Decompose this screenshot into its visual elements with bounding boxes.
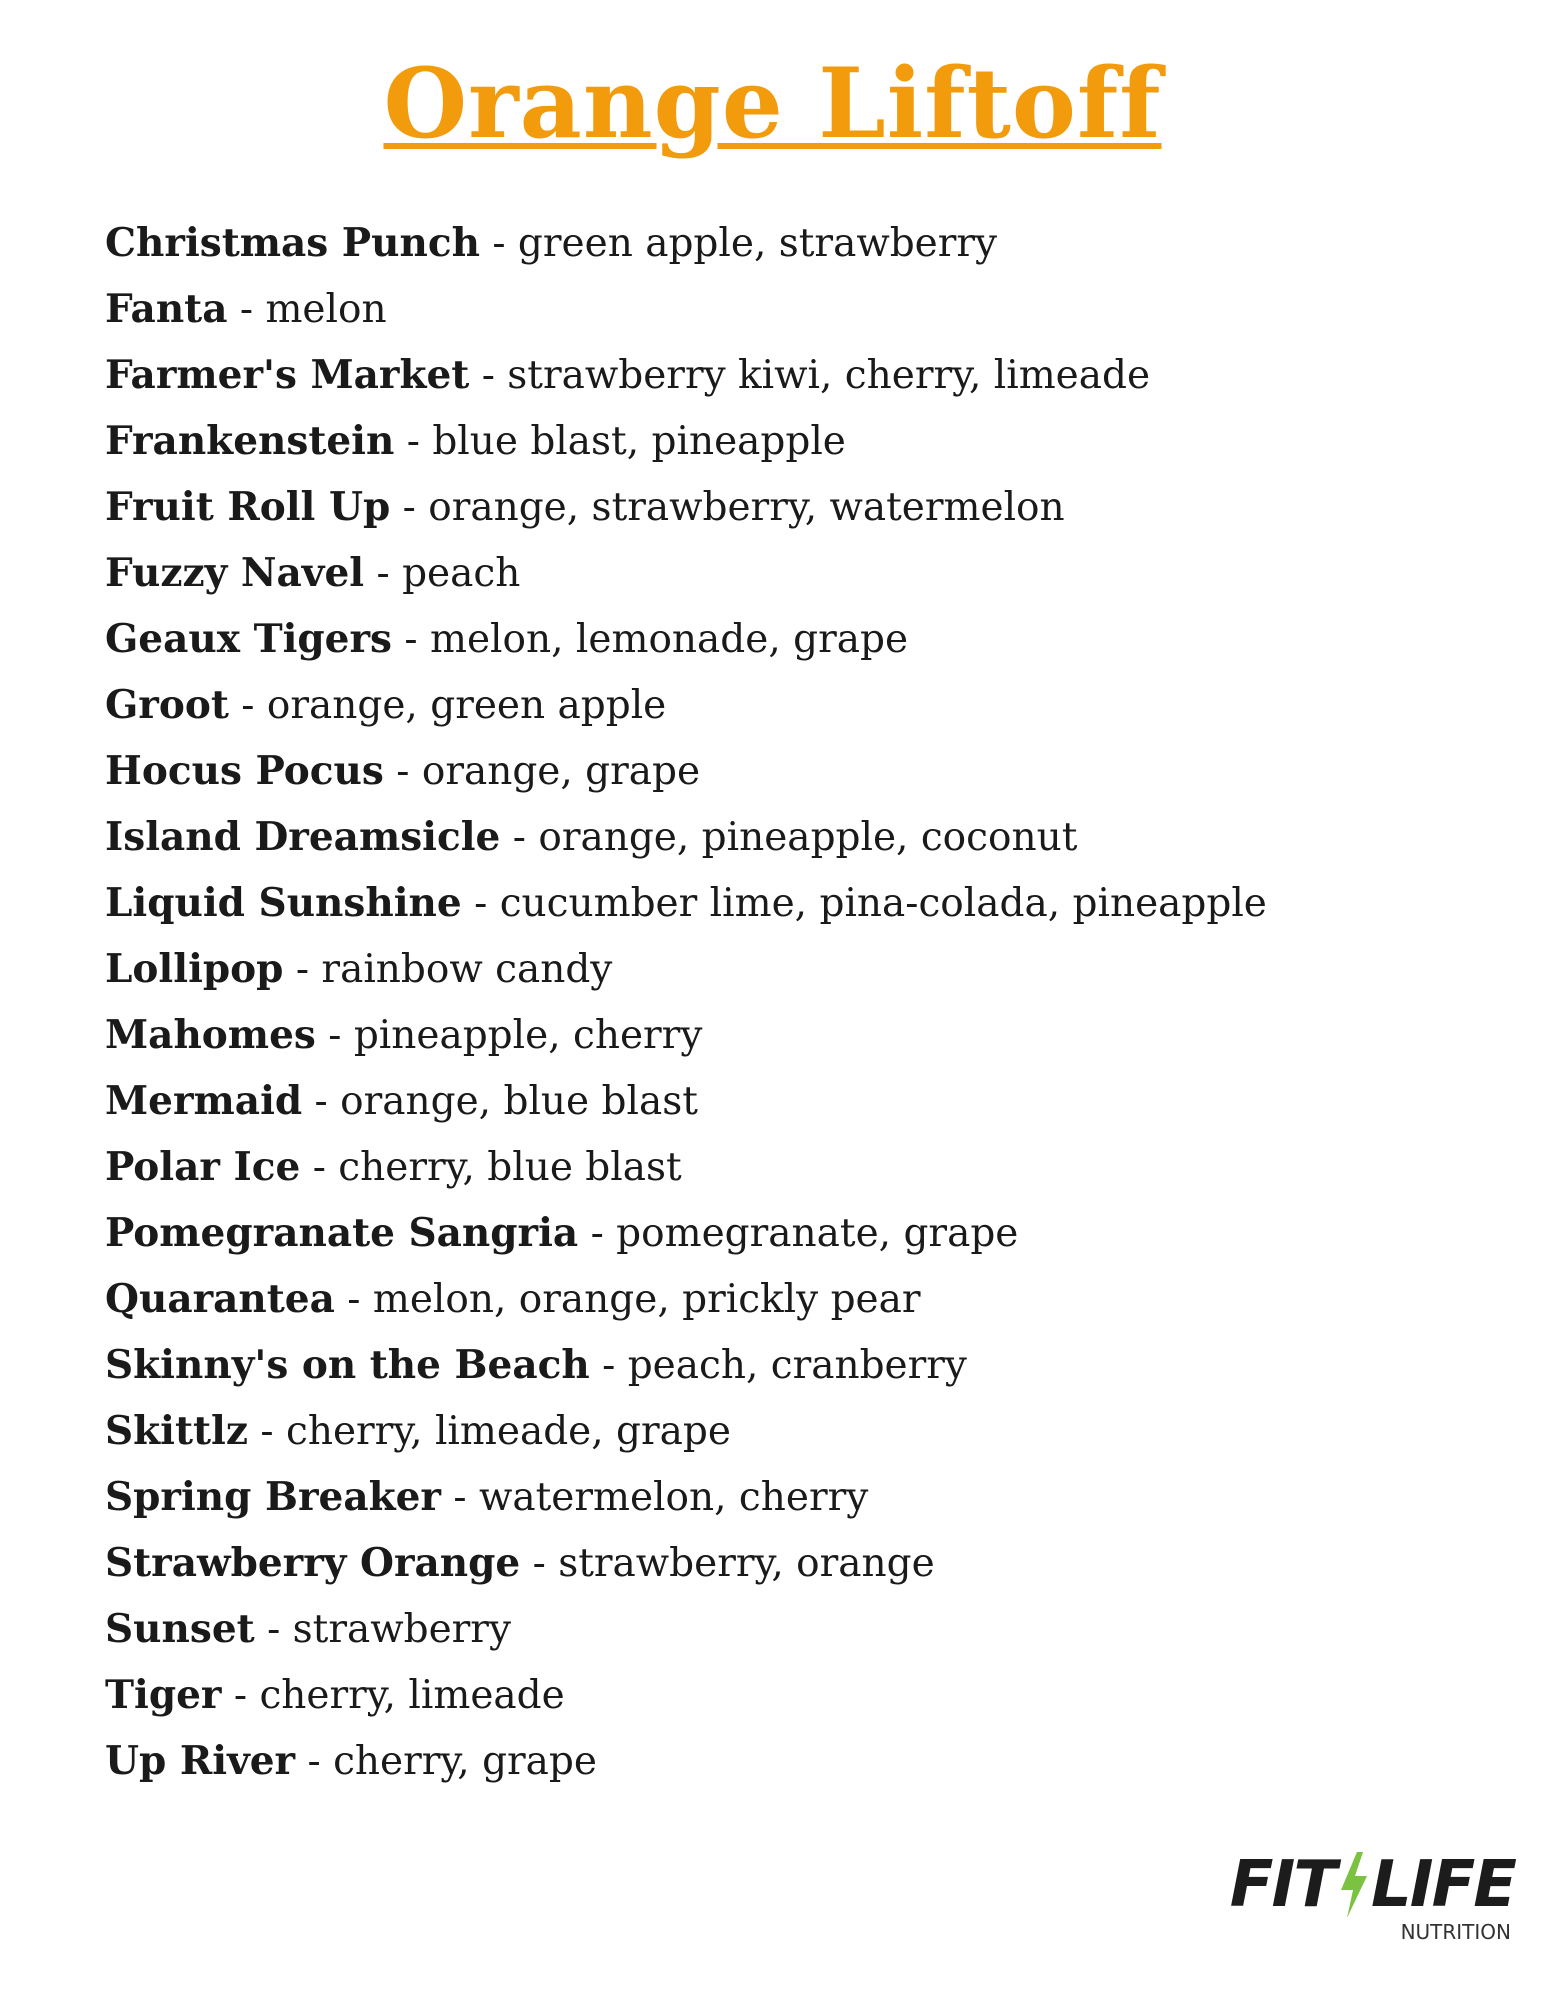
recipe-separator: - bbox=[248, 1409, 286, 1454]
recipe-name: Skinny's on the Beach bbox=[105, 1342, 590, 1388]
recipe-flavors: melon bbox=[265, 287, 387, 332]
recipe-flavors: green apple, strawberry bbox=[517, 221, 998, 266]
recipe-flavors: cherry, blue blast bbox=[338, 1145, 682, 1190]
recipe-flavors: pineapple, cherry bbox=[353, 1013, 703, 1058]
recipe-flavors: orange, blue blast bbox=[340, 1079, 698, 1124]
recipe-flavors: orange, green apple bbox=[266, 683, 667, 728]
recipe-flavors: melon, lemonade, grape bbox=[429, 617, 909, 662]
recipe-separator: - bbox=[221, 1673, 260, 1718]
recipe-item bbox=[105, 606, 1435, 672]
recipe-separator: - bbox=[364, 551, 403, 596]
recipe-item bbox=[105, 1134, 1435, 1200]
recipe-item bbox=[105, 210, 1435, 276]
recipe-item bbox=[105, 1398, 1435, 1464]
page-title bbox=[0, 44, 1545, 164]
logo-text-left: FIT bbox=[1229, 1848, 1335, 1922]
recipe-separator: - bbox=[479, 221, 518, 266]
recipe-flavors: watermelon, cherry bbox=[478, 1475, 869, 1520]
recipe-separator: - bbox=[392, 617, 430, 662]
logo-text-right: LIFE bbox=[1370, 1848, 1515, 1922]
recipe-item bbox=[105, 738, 1435, 804]
recipe-item bbox=[105, 408, 1435, 474]
recipe-flavors: peach bbox=[402, 551, 521, 596]
recipe-item bbox=[105, 1464, 1435, 1530]
recipe-separator: - bbox=[227, 287, 266, 332]
recipe-name: Farmer's Market bbox=[105, 352, 470, 398]
recipe-item bbox=[105, 1068, 1435, 1134]
recipe-flavors: cherry, grape bbox=[333, 1739, 597, 1784]
recipe-flavors: peach, cranberry bbox=[627, 1343, 967, 1388]
recipe-flavors: pomegranate, grape bbox=[616, 1211, 1019, 1256]
recipe-flavors: cherry, limeade, grape bbox=[285, 1409, 731, 1454]
recipe-name: Skittlz bbox=[105, 1408, 248, 1454]
recipe-name: Spring Breaker bbox=[105, 1474, 441, 1520]
recipe-flavors: melon, orange, prickly pear bbox=[372, 1277, 921, 1322]
recipe-name: Sunset bbox=[105, 1606, 255, 1652]
recipe-item bbox=[105, 936, 1435, 1002]
recipe-item bbox=[105, 474, 1435, 540]
recipe-name: Fuzzy Navel bbox=[105, 550, 365, 596]
recipe-flavors: cucumber lime, pina-colada, pineapple bbox=[499, 881, 1267, 926]
recipe-item bbox=[105, 1596, 1435, 1662]
recipe-list bbox=[105, 210, 1435, 1794]
recipe-name: Hocus Pocus bbox=[105, 748, 384, 794]
recipe-item bbox=[105, 870, 1435, 936]
page-title-text: Orange Liftoff bbox=[383, 47, 1162, 160]
recipe-flavors: blue blast, pineapple bbox=[432, 419, 846, 464]
recipe-item bbox=[105, 672, 1435, 738]
recipe-flavors: cherry, limeade bbox=[259, 1673, 565, 1718]
recipe-separator: - bbox=[390, 485, 429, 530]
recipe-item bbox=[105, 1332, 1435, 1398]
recipe-name: Island Dreamsicle bbox=[105, 814, 501, 860]
recipe-separator: - bbox=[334, 1277, 373, 1322]
recipe-item bbox=[105, 342, 1435, 408]
recipe-name: Groot bbox=[105, 682, 229, 728]
recipe-name: Mermaid bbox=[105, 1078, 303, 1124]
recipe-separator: - bbox=[315, 1013, 354, 1058]
recipe-name: Up River bbox=[105, 1738, 296, 1784]
recipe-flavors: strawberry bbox=[292, 1607, 511, 1652]
recipe-name: Christmas Punch bbox=[105, 220, 480, 266]
recipe-name: Quarantea bbox=[105, 1276, 335, 1322]
recipe-separator: - bbox=[295, 1739, 334, 1784]
recipe-separator: - bbox=[283, 947, 322, 992]
recipe-name: Frankenstein bbox=[105, 418, 395, 464]
recipe-name: Geaux Tigers bbox=[105, 616, 392, 662]
fit4life-logo bbox=[1229, 1848, 1515, 1960]
recipe-separator: - bbox=[500, 815, 539, 860]
recipe-separator: - bbox=[394, 419, 433, 464]
recipe-item bbox=[105, 1728, 1435, 1794]
recipe-name: Tiger bbox=[105, 1672, 222, 1718]
recipe-item bbox=[105, 540, 1435, 606]
recipe-separator: - bbox=[302, 1079, 341, 1124]
recipe-item bbox=[105, 1266, 1435, 1332]
recipe-flavors: orange, grape bbox=[421, 749, 701, 794]
recipe-flavors: strawberry, orange bbox=[558, 1541, 935, 1586]
recipe-separator: - bbox=[469, 353, 508, 398]
recipe-item bbox=[105, 1200, 1435, 1266]
recipe-flavors: orange, pineapple, coconut bbox=[538, 815, 1078, 860]
recipe-flavors: orange, strawberry, watermelon bbox=[428, 485, 1065, 530]
recipe-flavors: strawberry kiwi, cherry, limeade bbox=[507, 353, 1151, 398]
recipe-item bbox=[105, 1002, 1435, 1068]
logo-wordmark bbox=[1230, 1850, 1515, 1920]
recipe-separator: - bbox=[383, 749, 422, 794]
recipe-separator: - bbox=[254, 1607, 293, 1652]
recipe-item bbox=[105, 804, 1435, 870]
recipe-name: Polar Ice bbox=[105, 1144, 301, 1190]
recipe-separator: - bbox=[440, 1475, 479, 1520]
recipe-separator: - bbox=[589, 1343, 628, 1388]
recipe-name: Mahomes bbox=[105, 1012, 316, 1058]
recipe-item bbox=[105, 276, 1435, 342]
recipe-item bbox=[105, 1662, 1435, 1728]
recipe-separator: - bbox=[520, 1541, 559, 1586]
recipe-name: Pomegranate Sangria bbox=[105, 1210, 579, 1256]
lightning-bolt-icon bbox=[1335, 1850, 1371, 1920]
logo-subtitle: NUTRITION bbox=[1400, 1920, 1511, 1944]
recipe-name: Strawberry Orange bbox=[105, 1540, 521, 1586]
recipe-name: Lollipop bbox=[105, 946, 284, 992]
recipe-separator: - bbox=[228, 683, 267, 728]
recipe-name: Liquid Sunshine bbox=[105, 880, 462, 926]
recipe-name: Fruit Roll Up bbox=[105, 484, 391, 530]
recipe-separator: - bbox=[578, 1211, 617, 1256]
recipe-item bbox=[105, 1530, 1435, 1596]
recipe-name: Fanta bbox=[105, 286, 228, 332]
recipe-separator: - bbox=[300, 1145, 339, 1190]
recipe-separator: - bbox=[461, 881, 500, 926]
recipe-flavors: rainbow candy bbox=[321, 947, 613, 992]
